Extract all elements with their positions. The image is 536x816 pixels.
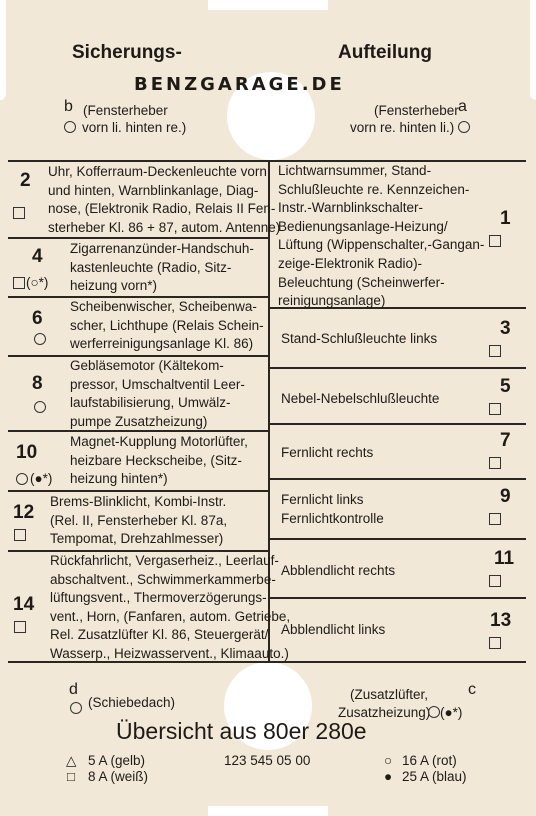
right-notch xyxy=(530,0,536,100)
fuse-8a-square xyxy=(13,207,25,219)
fuse-number: 4 xyxy=(32,246,43,267)
legend-label-5a: 5 A (gelb) xyxy=(88,753,146,768)
fuse-number: 13 xyxy=(490,610,512,631)
legend-symbol-triangle: △ xyxy=(66,753,77,768)
legend-label-16a: 16 A (rot) xyxy=(402,753,457,768)
switch-c-circle xyxy=(428,706,440,718)
switch-a-line1: (Fensterheber xyxy=(374,103,459,118)
fuse-8a-square xyxy=(489,637,501,649)
switch-c-line1: (Zusatzlüfter, xyxy=(350,687,429,702)
fuse-description: Nebel-Nebelschlußleuchte xyxy=(281,391,440,406)
fuse-number: 2 xyxy=(20,170,31,191)
fuse-description: Uhr, Kofferraum-Deckenleuchte vorn und hinten, Warnblinkanlage, Diag- nose, (Elektronik Radio, Relais II Fen- sterheber Kl. 86 + 87, autom. Antenne) xyxy=(48,164,281,235)
right-row-divider xyxy=(269,367,526,369)
switch-c-option: (●*) xyxy=(440,705,463,720)
fuse-8a-square xyxy=(489,513,501,525)
fuse-description: Magnet-Kupplung Motorlüfter, heizbare Heckscheibe, (Sitz- heizung hinten*) xyxy=(70,434,248,487)
switch-b-line1: (Fensterheber xyxy=(83,103,168,118)
fuse-description: Rückfahrlicht, Vergaserheiz., Leerlauf- abschaltvent., Schwimmerkammerbe- lüftungsvent., Thermoverzögerungs- vent., Horn, (Fanfaren, autom. Getriebe, Rel. Zusatzlüfter Kl. 86, Steuergerät/ Wasserp., Heizwasservent., Klimaauto.) xyxy=(50,553,291,661)
fuse-description: Fernlicht rechts xyxy=(281,445,374,460)
fuse-8a-square xyxy=(14,621,26,633)
website-watermark: BENZGARAGE.DE xyxy=(134,74,345,95)
fuse-number: 9 xyxy=(500,486,511,507)
fuse-number: 3 xyxy=(500,318,511,339)
fuse-description: Abblendlicht links xyxy=(281,622,386,637)
switch-a-letter: a xyxy=(458,98,467,115)
right-row-divider xyxy=(269,597,526,599)
left-row-divider xyxy=(8,490,269,492)
switch-b-line2: vorn li. hinten re.) xyxy=(82,120,187,135)
switch-c-letter: c xyxy=(468,681,476,698)
fuse-16a-circle xyxy=(34,333,46,345)
switch-b-letter: b xyxy=(64,98,73,115)
switch-b-circle xyxy=(64,121,76,133)
switch-a-circle xyxy=(458,121,470,133)
fuse-number: 11 xyxy=(494,548,515,569)
fuse-description: Fernlicht links Fernlichtkontrolle xyxy=(281,492,384,526)
part-number: 123 545 05 00 xyxy=(224,753,311,768)
right-row-divider xyxy=(269,423,526,425)
legend-symbol-circle: ○ xyxy=(384,753,393,768)
fuse-description: Gebläsemotor (Kältekom- pressor, Umschaltventil Leer- laufstabilisierung, Umwälz- pumpe Zusatzheizung) xyxy=(70,358,245,429)
fuse-number: 6 xyxy=(32,308,43,329)
right-row-divider xyxy=(269,478,526,480)
switch-a-line2: vorn re. hinten li.) xyxy=(350,120,455,135)
legend-symbol-square: □ xyxy=(67,769,76,784)
fuse-8a-square xyxy=(489,235,501,247)
fuse-description: Lichtwarnsummer, Stand- Schlußleuchte re. Kennzeichen- Instr.-Warnblinkschalter- Bedienungsanlage-Heizung/ Lüftung (Wippenschalter,-Gangan- zeige-Elektronik Radio)- Beleuchtung (Scheinwerfer- reinigungsanlage) xyxy=(278,163,485,309)
switch-c-line2: Zusatzheizung) xyxy=(338,705,431,720)
fuse-8a-square xyxy=(14,529,26,541)
left-notch xyxy=(0,0,6,100)
switch-d-circle xyxy=(70,702,82,714)
fuse-option: (●*) xyxy=(30,471,53,486)
title-right: Aufteilung xyxy=(338,42,432,63)
fuse-number: 14 xyxy=(13,594,35,615)
fuse-8a-square xyxy=(489,575,501,587)
fuse-description: Abblendlicht rechts xyxy=(281,563,396,578)
fuse-description: Brems-Blinklicht, Kombi-Instr. (Rel. II, Fensterheber Kl. 87a, Tempomat, Drehzahlmesser) xyxy=(50,494,228,547)
fuse-description: Stand-Schlußleuchte links xyxy=(281,331,438,346)
fuse-8a-square xyxy=(489,345,501,357)
fuse-8a-square xyxy=(489,457,501,469)
legend-label-25a: 25 A (blau) xyxy=(402,769,467,784)
legend-label-8a: 8 A (weiß) xyxy=(88,769,149,784)
fuse-option: (○*) xyxy=(26,275,49,290)
switch-d-letter: d xyxy=(69,681,78,698)
right-row-divider xyxy=(269,538,526,540)
fuse-number: 1 xyxy=(500,208,511,229)
fuse-number: 12 xyxy=(13,502,35,523)
fuse-16a-circle xyxy=(34,401,46,413)
title-left: Sicherungs- xyxy=(72,42,182,63)
fuse-8a-square xyxy=(489,403,501,415)
legend-symbol-dot: ● xyxy=(384,769,393,784)
fuse-8a-square xyxy=(13,277,25,289)
fuse-number: 5 xyxy=(500,376,511,397)
fuse-description: Zigarrenanzünder-Handschuh- kastenleuchte (Radio, Sitz- heizung vorn*) xyxy=(70,241,254,294)
switch-d-label: (Schiebedach) xyxy=(88,695,176,710)
fuse-description: Scheibenwischer, Scheibenwa- scher, Lichthupe (Relais Schein- werferreinigungsanlage Kl. 86) xyxy=(70,299,264,352)
fuse-number: 8 xyxy=(32,373,43,394)
fuse-number: 7 xyxy=(500,430,511,451)
fuse-number: 10 xyxy=(16,442,38,463)
overview-title: Übersicht aus 80er 280e xyxy=(116,718,367,744)
bottom-notch xyxy=(208,806,328,816)
top-notch xyxy=(208,0,328,10)
fuse-16a-circle xyxy=(16,473,28,485)
